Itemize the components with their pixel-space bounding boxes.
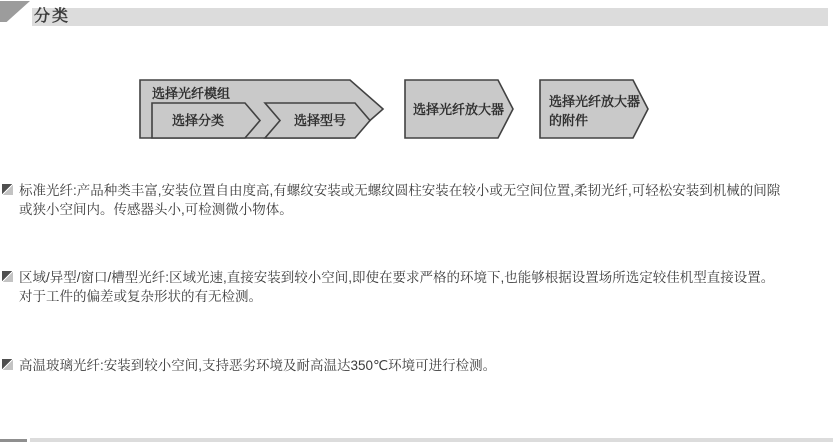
bullet-line: 或狭小空间内。传感器头小,可检测微小物体。 [19,202,293,217]
bullet-standard-fiber-text [19,181,780,219]
section-header-icon-wrap [0,0,32,26]
section-header-band [18,8,828,26]
bullet-area-fiber [2,268,830,306]
step-select-accessory-label-line1: 选择光纤放大器 [549,94,641,109]
step-select-amplifier-label: 选择光纤放大器 [413,102,505,117]
diagonal-square-bullet-icon [2,271,13,282]
bullet-line: 高温玻璃光纤:安装到较小空间,支持恶劣环境及耐高温达350℃环境可进行检测。 [19,358,497,373]
selection-flow-diagram [130,75,690,150]
section-title: 分类 [34,8,71,25]
step-select-accessory-label-line2: 的附件 [549,113,589,128]
step-select-accessory-shape [540,80,648,138]
step-select-model-label: 选择型号 [293,113,347,128]
bullet-line: 区域/异型/窗口/槽型光纤:区域光速,直接安装到较小空间,即使在要求严格的环境下,也能够根据设置场所选定较佳机型直接设置。 [19,270,775,285]
bullet-standard-fiber [2,181,830,219]
bullet-high-temp-fiber [2,356,830,375]
footer-light-bar [30,438,833,442]
step-select-category-label: 选择分类 [171,113,225,128]
diagonal-square-bullet-icon [2,184,13,195]
bullet-area-fiber-text [19,268,774,306]
bullet-high-temp-fiber-text [19,356,496,375]
corner-flag-icon [0,1,30,22]
bullet-line: 对于工件的偏差或复杂形状的有无检测。 [19,289,262,304]
bullet-line: 标准光纤:产品种类丰富,安装位置自由度高,有螺纹安装或无螺纹圆柱安装在较小或无空间位置,柔韧光纤,可轻松安装到机械的间隙 [19,183,781,198]
footer-dark-bar [0,439,27,442]
diagonal-square-bullet-icon [2,359,13,370]
module-box-label: 选择光纤模组 [152,86,231,101]
